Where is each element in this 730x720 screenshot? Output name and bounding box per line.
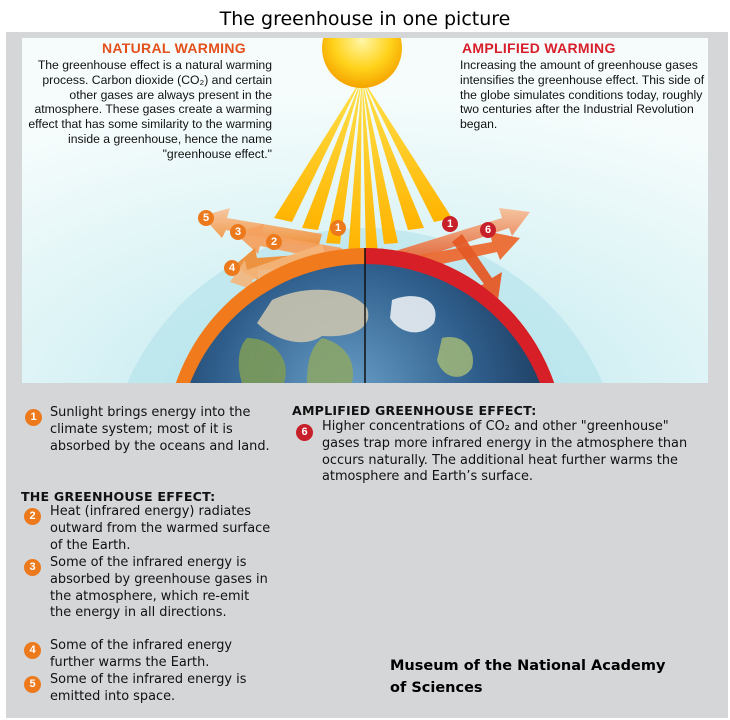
page-title: The greenhouse in one picture — [219, 8, 511, 30]
badge-6: 6 — [480, 222, 496, 238]
amplified-warming-heading: AMPLIFIED WARMING — [462, 40, 616, 56]
greenhouse-effect-heading: THE GREENHOUSE EFFECT: — [21, 489, 216, 504]
legend-item-6: Higher concentrations of CO₂ and other "greenhouse" gases trap more infrared energy in the atmosphere than occurs naturally. The additional heat further warms the atmosphere and Earth’s surface. — [322, 419, 688, 485]
legend-badge-3: 3 — [24, 559, 41, 576]
badge-1-amplified: 1 — [442, 216, 458, 232]
credit-text: Museum of the National Academy of Sciences — [390, 658, 666, 696]
badge-2: 2 — [266, 234, 282, 250]
badge-5: 5 — [198, 210, 214, 226]
legend-badge-2: 2 — [24, 508, 41, 525]
legend-badge-1: 1 — [25, 409, 42, 426]
legend-item-4: Some of the infrared energy further warms the Earth. — [50, 638, 233, 670]
legend-item-1: Sunlight brings energy into the climate system; most of it is absorbed by the oceans and land. — [50, 405, 270, 454]
badge-1-natural: 1 — [330, 220, 346, 236]
legend-item-5: Some of the infrared energy is emitted into space. — [50, 672, 247, 704]
legend-item-3: Some of the infrared energy is absorbed by greenhouse gases in the atmosphere, which re-emit the energy in all directions. — [50, 555, 268, 621]
greenhouse-illustration — [22, 38, 708, 383]
badge-3: 3 — [230, 224, 246, 240]
amplified-effect-heading: AMPLIFIED GREENHOUSE EFFECT: — [292, 403, 537, 418]
legend-badge-6: 6 — [296, 424, 313, 441]
legend-badge-5: 5 — [24, 676, 41, 693]
legend-badge-4: 4 — [24, 642, 41, 659]
natural-warming-heading: NATURAL WARMING — [102, 40, 246, 56]
legend-item-2: Heat (infrared energy) radiates outward from the warmed surface of the Earth. — [50, 504, 271, 553]
natural-warming-text: The greenhouse effect is a natural warming process. Carbon dioxide (CO₂) and certain other gases are always present in the atmosphere. These gases create a warming effect that has some similarity to the warming inside a greenhouse, hence the name "greenhouse effect." — [28, 58, 272, 161]
amplified-warming-text: Increasing the amount of greenhouse gases intensifies the greenhouse effect. This side of the globe simulates conditions today, roughly two centuries after the Industrial Revolution began. — [460, 58, 705, 132]
badge-4: 4 — [224, 260, 240, 276]
